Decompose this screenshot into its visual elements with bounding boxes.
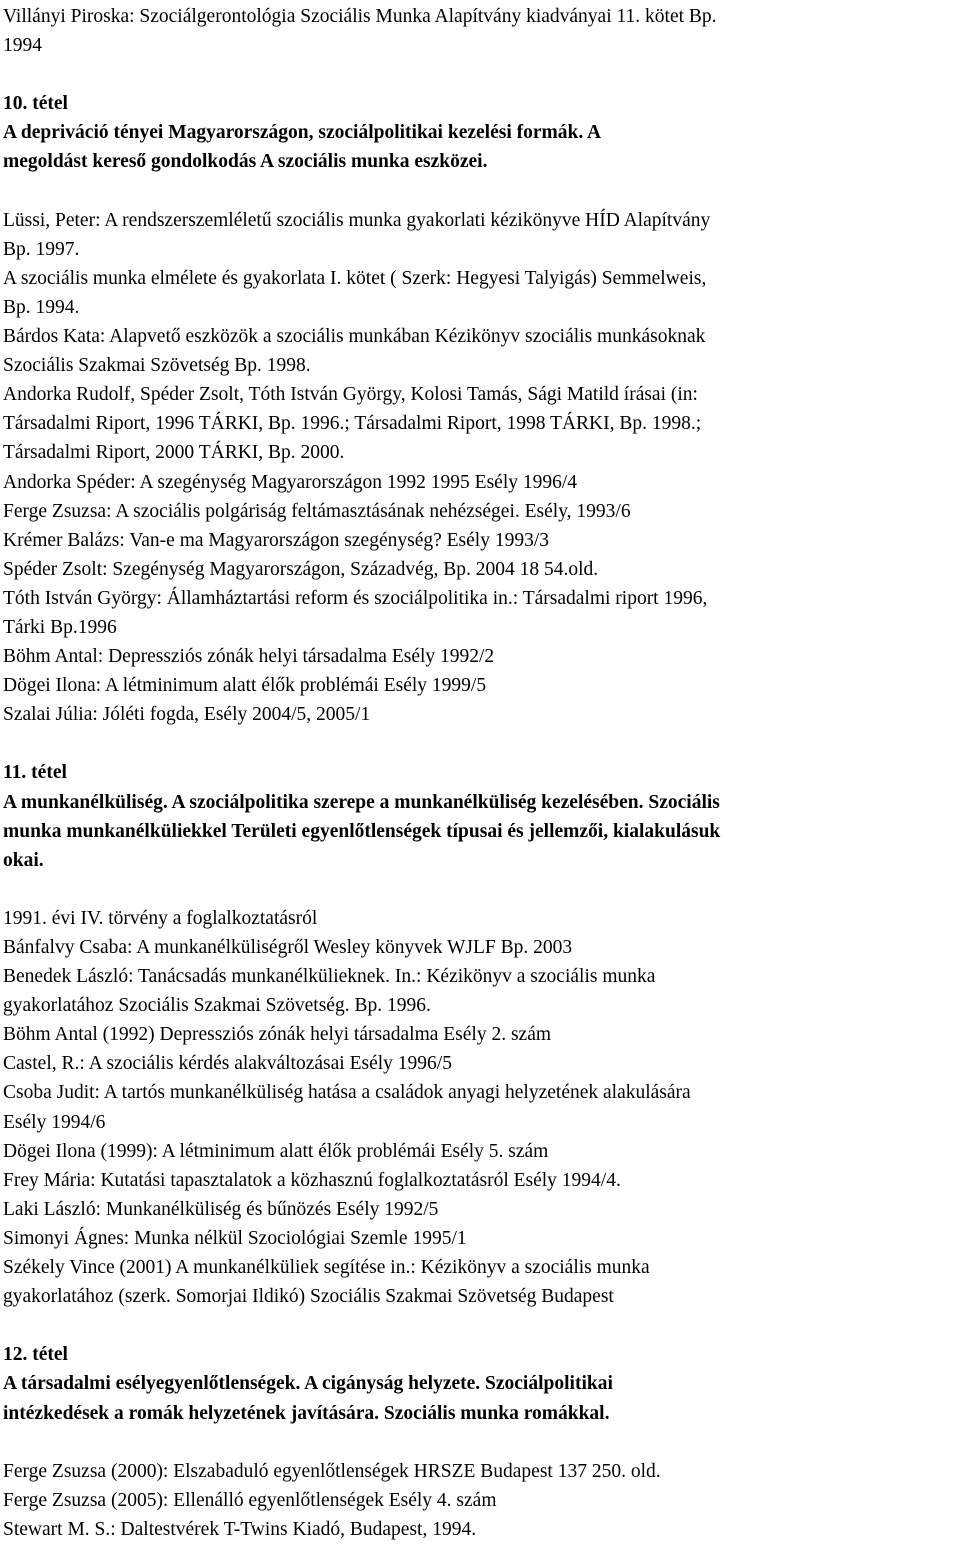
reference-line: Dögei Ilona: A létminimum alatt élők problémái Esély 1999/5: [3, 675, 487, 697]
reference-line: Székely Vince (2001) A munkanélküliek segítése in.: Kézikönyv a szociális munka: [3, 1257, 650, 1279]
section-heading: 12. tétel: [3, 1344, 68, 1366]
reference-line: 1991. évi IV. törvény a foglalkoztatásról: [3, 907, 318, 929]
reference-line: gyakorlatához Szociális Szakmai Szövetség. Bp. 1996.: [3, 995, 431, 1017]
reference-line: gyakorlatához (szerk. Somorjai Ildikó) Szociális Szakmai Szövetség Budapest: [3, 1286, 614, 1308]
reference-line: A szociális munka elmélete és gyakorlata I. kötet ( Szerk: Hegyesi Talyigás) Semmelweis,: [3, 267, 707, 289]
reference-line: Dögei Ilona (1999): A létminimum alatt élők problémái Esély 5. szám: [3, 1140, 549, 1162]
spacer: [3, 1311, 957, 1340]
document-page: [3, 2, 957, 1544]
reference-line: Stewart M. S.: Daltestvérek T-Twins Kiadó, Budapest, 1994.: [3, 1518, 477, 1540]
header-line: Villányi Piroska: Szociálgerontológia Szociális Munka Alapítvány kiadványai 11. kötet Bp.: [3, 6, 717, 27]
reference-list: [3, 1457, 957, 1544]
reference-line: Csoba Judit: A tartós munkanélküliség hatása a családok anyagi helyzetének alakulására: [3, 1082, 691, 1104]
reference-line: Esély 1994/6: [3, 1111, 106, 1133]
reference-line: Bánfalvy Csaba: A munkanélküliségről Wesley könyvek WJLF Bp. 2003: [3, 937, 573, 958]
reference-line: Bárdos Kata: Alapvető eszközök a szociális munkában Kézikönyv szociális munkásoknak: [3, 326, 706, 348]
reference-line: Lüssi, Peter: A rendszerszemléletű szociális munka gyakorlati kézikönyve HÍD Alapítvány: [3, 209, 711, 231]
reference-line: Böhm Antal: Depressziós zónák helyi társadalma Esély 1992/2: [3, 646, 495, 668]
section-title: munka munkanélküliekkel Területi egyenlőtlenségek típusai és jellemzői, kialakulásuk: [3, 820, 721, 842]
reference-line: Ferge Zsuzsa: A szociális polgáriság feltámasztásának nehézségei. Esély, 1993/6: [3, 500, 631, 522]
reference-line: Laki László: Munkanélküliség és bűnözés Esély 1992/5: [3, 1198, 439, 1220]
reference-line: Bp. 1997.: [3, 238, 80, 260]
reference-line: Frey Mária: Kutatási tapasztalatok a közhasznú foglalkoztatásról Esély 1994/4.: [3, 1169, 621, 1191]
section-title: okai.: [3, 849, 44, 871]
reference-line: Benedek László: Tanácsadás munkanélkülieknek. In.: Kézikönyv a szociális munka: [3, 966, 656, 988]
reference-line: Castel, R.: A szociális kérdés alakváltozásai Esély 1996/5: [3, 1053, 452, 1075]
section-title: A munkanélküliség. A szociálpolitika szerepe a munkanélküliség kezelésében. Szociális: [3, 791, 720, 813]
reference-line: Spéder Zsolt: Szegénység Magyarországon, Századvég, Bp. 2004 18 54.old.: [3, 558, 599, 580]
spacer: [3, 1428, 957, 1457]
section-title: A depriváció tényei Magyarországon, szociálpolitikai kezelési formák. A: [3, 122, 602, 144]
reference-line: Bp. 1994.: [3, 296, 80, 318]
reference-line: Ferge Zsuzsa (2000): Elszabaduló egyenlőtlenségek HRSZE Budapest 137 250. old.: [3, 1460, 661, 1482]
reference-line: Társadalmi Riport, 2000 TÁRKI, Bp. 2000.: [3, 442, 345, 464]
section-title: intézkedések a romák helyzetének javítására. Szociális munka romákkal.: [3, 1402, 610, 1424]
reference-line: Tóth István György: Államháztartási reform és szociálpolitika in.: Társadalmi riport 1996,: [3, 587, 708, 609]
reference-line: Szalai Júlia: Jóléti fogda, Esély 2004/5, 2005/1: [3, 704, 371, 726]
reference-list: [3, 206, 957, 730]
section-heading: 10. tétel: [3, 93, 68, 115]
spacer: [3, 60, 957, 89]
spacer: [3, 177, 957, 206]
reference-line: Tárki Bp.1996: [3, 616, 117, 638]
section-title: A társadalmi esélyegyenlőtlenségek. A cigányság helyzete. Szociálpolitikai: [3, 1373, 613, 1395]
reference-line: Ferge Zsuzsa (2005): Ellenálló egyenlőtlenségek Esély 4. szám: [3, 1489, 497, 1511]
reference-line: Andorka Rudolf, Spéder Zsolt, Tóth István György, Kolosi Tamás, Sági Matild írásai (in:: [3, 384, 698, 406]
reference-list: [3, 904, 957, 1311]
reference-line: Társadalmi Riport, 1996 TÁRKI, Bp. 1996.; Társadalmi Riport, 1998 TÁRKI, Bp. 1998.;: [3, 413, 702, 435]
section-title: megoldást kereső gondolkodás A szociális munka eszközei.: [3, 151, 488, 173]
reference-line: Simonyi Ágnes: Munka nélkül Szociológiai Szemle 1995/1: [3, 1227, 467, 1249]
reference-line: Szociális Szakmai Szövetség Bp. 1998.: [3, 355, 311, 377]
reference-line: Andorka Spéder: A szegénység Magyarországon 1992 1995 Esély 1996/4: [3, 471, 578, 493]
section-heading: 11. tétel: [3, 762, 67, 784]
header-line: 1994: [3, 35, 42, 57]
reference-line: Krémer Balázs: Van-e ma Magyarországon szegénység? Esély 1993/3: [3, 529, 549, 551]
spacer: [3, 875, 957, 904]
spacer: [3, 729, 957, 758]
reference-line: Böhm Antal (1992) Depressziós zónák helyi társadalma Esély 2. szám: [3, 1024, 552, 1046]
